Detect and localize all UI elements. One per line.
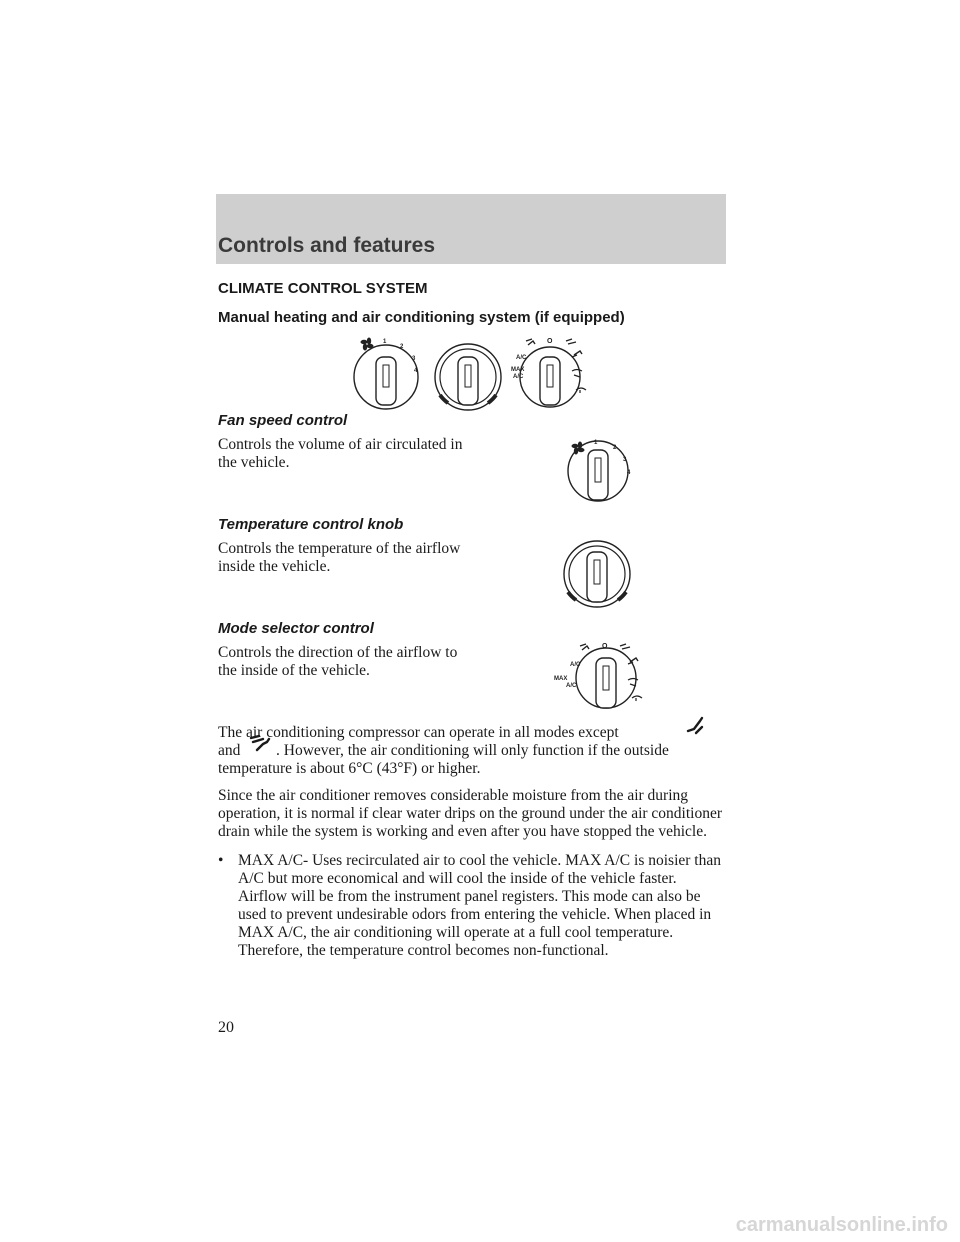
panel-mode-max-ac: A/C — [513, 374, 524, 380]
fan-speed-1: 1 — [594, 440, 598, 446]
panel-floor-icon — [572, 351, 582, 357]
panel-vent-icon — [580, 644, 589, 650]
floor-panel-icon — [620, 644, 630, 649]
panel-fan-speed-1: 1 — [383, 339, 387, 345]
mode-selector-description: Controls the direction of the airflow to the inside of the vehicle. — [218, 644, 458, 679]
panel-fan-speed-4: 4 — [414, 368, 418, 374]
moisture-paragraph: Since the air conditioner removes considerable moisture from the air during operation, it is normal if clear water drips on the ground under the air conditioner drain while the system is working and even after you have stopped the vehicle. — [218, 787, 723, 840]
floor-mode-icon — [684, 715, 706, 737]
fan-speed-knob-illustration — [566, 436, 646, 506]
compressor-line-1: The air conditioning compressor can operate in all modes except — [218, 724, 619, 741]
mode-selector-knob-illustration — [550, 640, 645, 712]
climate-panel-illustration — [350, 335, 600, 415]
fan-speed-heading: Fan speed control — [218, 412, 348, 429]
max-ac-bullet-text: MAX A/C- Uses recirculated air to cool the vehicle. MAX A/C is noisier than A/C but more economical and will cool the inside of the vehicle faster. Airflow will be from the instrument panel registers. This mode can also be used to prevent undesirable odors from entering the vehicle. When placed in MAX A/C, the air conditioning will operate at a full cool temperature. Therefore, the temperature control becomes non-functional. — [238, 852, 721, 959]
fan-speed-2: 2 — [613, 445, 617, 451]
mode-off-label: O — [602, 643, 608, 650]
fan-speed-description: Controls the volume of air circulated in the vehicle. — [218, 436, 463, 471]
defrost-icon — [632, 696, 642, 701]
panel-mode-off: O — [547, 338, 553, 345]
page-number: 20 — [218, 1019, 234, 1036]
panel-temperature-knob — [435, 344, 501, 410]
panel-floor-panel-icon — [566, 339, 576, 344]
panel-mode-max: MAX — [511, 367, 525, 373]
temperature-heading: Temperature control knob — [218, 516, 404, 533]
mode-max-label: MAX — [554, 676, 568, 682]
section-subtitle: Manual heating and air conditioning system (if equipped) — [218, 309, 625, 326]
max-ac-bullet — [218, 852, 728, 960]
panel-fan-speed-2: 2 — [400, 344, 404, 350]
temperature-knob-illustration — [560, 540, 640, 608]
panel-fan-speed-3: 3 — [412, 356, 416, 362]
panel-mode-ac: A/C — [516, 355, 527, 361]
panel-panel-vent-icon — [526, 339, 535, 345]
watermark: carmanualsonline.info — [735, 1214, 948, 1236]
page-header-title: Controls and features — [218, 234, 436, 257]
temperature-description: Controls the temperature of the airflow inside the vehicle. — [218, 540, 461, 575]
mode-max-ac-label: A/C — [566, 683, 577, 689]
mode-selector-heading: Mode selector control — [218, 620, 374, 637]
bullet-dot: • — [218, 852, 224, 869]
mode-ac-label: A/C — [570, 662, 581, 668]
panel-fan-knob — [354, 338, 418, 410]
compressor-line-2-start: and — [218, 742, 241, 759]
fan-speed-3: 3 — [623, 457, 627, 463]
section-title: CLIMATE CONTROL SYSTEM — [218, 280, 428, 297]
panel-floor-mode-icon — [247, 732, 273, 754]
fan-speed-4: 4 — [627, 470, 631, 476]
panel-mode-knob — [511, 338, 586, 407]
compressor-line-3: temperature is about 6°C (43°F) or higher. — [218, 760, 481, 777]
compressor-line-2-rest: . However, the air conditioning will only function if the outside — [276, 742, 669, 759]
